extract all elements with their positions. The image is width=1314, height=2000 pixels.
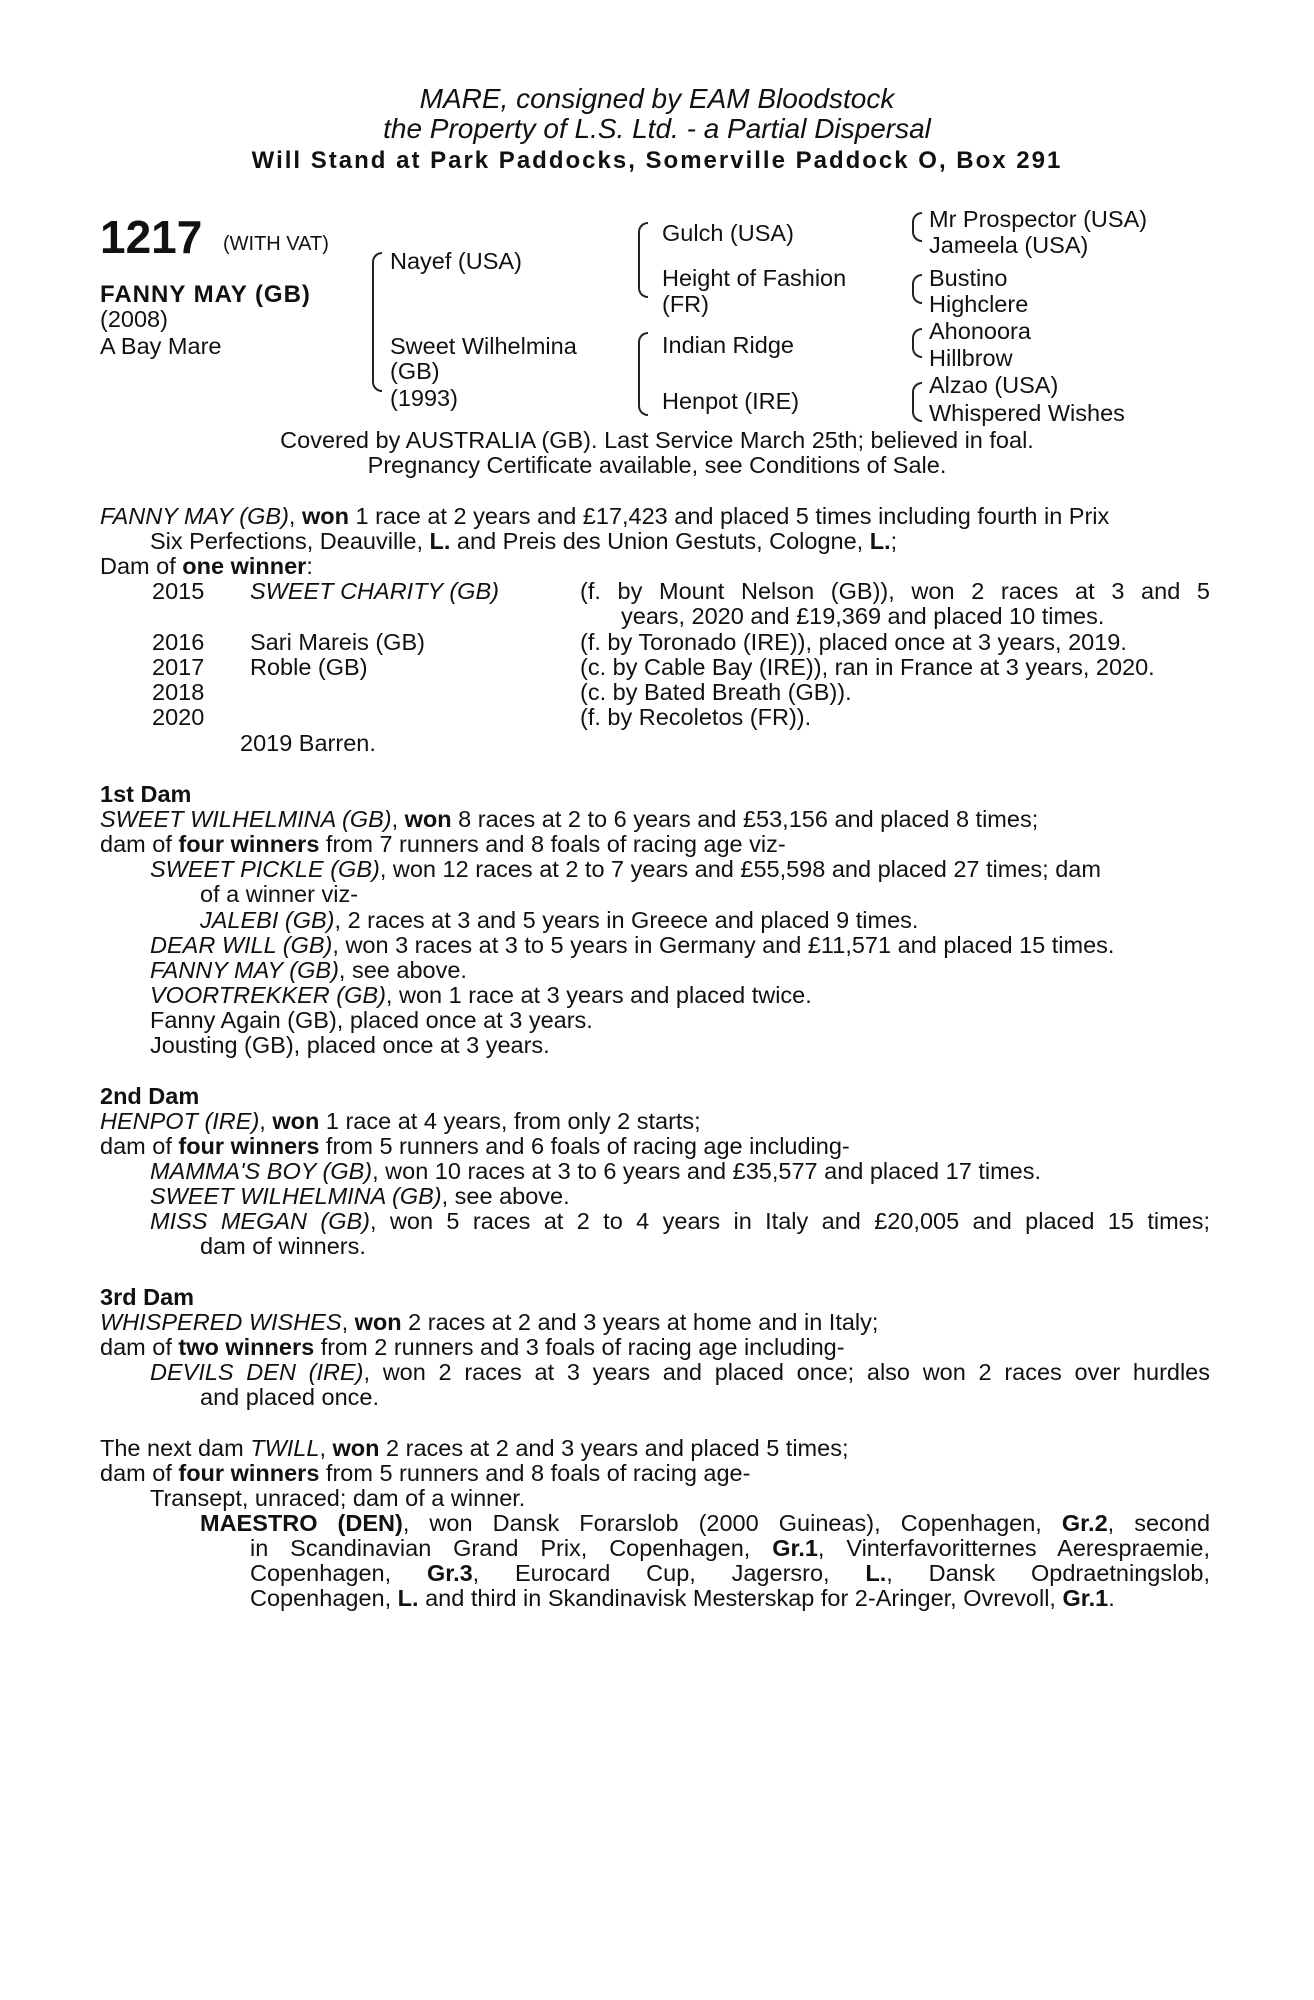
nextdam-maestro-line-4: Copenhagen, L. and third in Skandinavisk Mesterskap for 2-Aringer, Ovrevoll, Gr.1. (250, 1585, 1115, 1611)
pedigree-sire: Nayef (USA) (390, 248, 522, 274)
dam1-progeny-1: SWEET PICKLE (GB), won 12 races at 2 to 7 years and £55,598 and placed 27 times; dam (150, 856, 1101, 882)
pedigree-sire-dam-line-2: (FR) (662, 291, 709, 317)
dam2-progeny-1: MAMMA'S BOY (GB), won 10 races at 3 to 6 years and £35,577 and placed 17 times. (150, 1158, 1041, 1184)
produce-item-cont: years, 2020 and £19,369 and placed 10 times. (621, 603, 1105, 629)
covered-line-2: Pregnancy Certificate available, see Conditions of Sale. (367, 452, 947, 478)
header-line-2: the Property of L.S. Ltd. - a Partial Dispersal (383, 113, 931, 144)
produce-item: 2018 (c. by Bated Breath (GB)). (152, 679, 852, 705)
header-line-3: Will Stand at Park Paddocks, Somerville Paddock O, Box 291 (251, 147, 1063, 174)
produce-dam-of: Dam of one winner: (100, 553, 313, 579)
lot-year: (2008) (100, 306, 168, 332)
pedigree-sss: Mr Prospector (USA) (929, 206, 1148, 232)
dam1-heading: 1st Dam (100, 781, 192, 807)
dam3-progeny-1: DEVILS DEN (IRE), won 2 races at 3 years and placed once; also won 2 races over hurdles (150, 1360, 1210, 1385)
produce-barren: 2019 Barren. (240, 730, 376, 756)
nextdam-maestro-line-2: in Scandinavian Grand Prix, Copenhagen, Gr.1, Vinterfavoritternes Aerespraemie, (250, 1536, 1210, 1561)
nextdam-maestro-line-3: Copenhagen, Gr.3, Eurocard Cup, Jagersro, L., Dansk Opdraetningslob, (250, 1561, 1210, 1586)
dam2-heading: 2nd Dam (100, 1083, 200, 1109)
covered-line-1: Covered by AUSTRALIA (GB). Last Service March 25th; believed in foal. (280, 427, 1034, 453)
produce-item: 2015 SWEET CHARITY (GB) (f. by Mount Nelson (GB)), won 2 races at 3 and 5 (152, 578, 1210, 604)
pedigree-dam-line-3: (1993) (390, 385, 458, 411)
dam2-progeny-2: SWEET WILHELMINA (GB), see above. (150, 1183, 570, 1209)
dam1-progeny-2: DEAR WILL (GB), won 3 races at 3 to 5 years in Germany and £11,571 and placed 15 times. (150, 932, 1115, 958)
lot-name: FANNY MAY (GB) (100, 281, 311, 308)
pedigree-dam-sire: Indian Ridge (662, 332, 794, 358)
nextdam-maestro-line-1: MAESTRO (DEN), won Dansk Forarslob (2000 Guineas), Copenhagen, Gr.2, second (200, 1511, 1210, 1536)
pedigree-dss: Ahonoora (929, 318, 1031, 344)
pedigree-dam-line-1: Sweet Wilhelmina (390, 333, 577, 359)
header-line-1: MARE, consigned by EAM Bloodstock (419, 83, 895, 114)
dam1-progeny-4: VOORTREKKER (GB), won 1 race at 3 years and placed twice. (150, 982, 812, 1008)
produce-item: 2017 Roble (GB) (c. by Cable Bay (IRE)), ran in France at 3 years, 2020. (152, 654, 1155, 680)
produce-intro-cont: Six Perfections, Deauville, L. and Preis des Union Gestuts, Cologne, L.; (150, 528, 898, 554)
pedigree-sire-sire: Gulch (USA) (662, 220, 794, 246)
dam1-progeny-3: FANNY MAY (GB), see above. (150, 957, 467, 983)
pedigree-sdd: Highclere (929, 291, 1029, 317)
dam1-progeny-1a: JALEBI (GB), 2 races at 3 and 5 years in Greece and placed 9 times. (200, 907, 919, 933)
dam1-progeny-6: Jousting (GB), placed once at 3 years. (150, 1032, 550, 1058)
nextdam-summary: The next dam TWILL, won 2 races at 2 and 3 years and placed 5 times; (100, 1435, 849, 1461)
lot-desc: A Bay Mare (100, 333, 222, 359)
dam3-dam-of: dam of two winners from 2 runners and 3 foals of racing age including- (100, 1334, 845, 1360)
pedigree-sire-dam-line-1: Height of Fashion (662, 265, 847, 291)
nextdam-progeny-1: Transept, unraced; dam of a winner. (150, 1485, 526, 1511)
pedigree-dam-dam: Henpot (IRE) (662, 388, 800, 414)
pedigree-ddd: Whispered Wishes (929, 400, 1125, 426)
dam2-dam-of: dam of four winners from 5 runners and 6 foals of racing age including- (100, 1133, 850, 1159)
dam1-progeny-5: Fanny Again (GB), placed once at 3 years. (150, 1007, 593, 1033)
dam3-progeny-1-cont: and placed once. (200, 1384, 380, 1410)
dam2-summary: HENPOT (IRE), won 1 race at 4 years, from only 2 starts; (100, 1108, 701, 1134)
nextdam-dam-of: dam of four winners from 5 runners and 8 foals of racing age- (100, 1460, 751, 1486)
pedigree-dds: Alzao (USA) (929, 372, 1059, 398)
produce-intro: FANNY MAY (GB), won 1 race at 2 years and £17,423 and placed 5 times including fourth in Prix (100, 503, 1110, 529)
lot-vat: (WITH VAT) (223, 233, 329, 255)
dam3-heading: 3rd Dam (100, 1284, 195, 1310)
lot-number: 1217 (100, 211, 203, 263)
pedigree-dsd: Hillbrow (929, 345, 1013, 371)
dam3-summary: WHISPERED WISHES, won 2 races at 2 and 3 years at home and in Italy; (100, 1309, 879, 1335)
pedigree-sds: Bustino (929, 265, 1008, 291)
dam2-progeny-3-cont: dam of winners. (200, 1233, 366, 1259)
produce-item: 2020 (f. by Recoletos (FR)). (152, 704, 812, 730)
dam1-progeny-1-cont: of a winner viz- (200, 881, 359, 907)
pedigree-dam-line-2: (GB) (390, 358, 440, 384)
dam1-dam-of: dam of four winners from 7 runners and 8 foals of racing age viz- (100, 831, 786, 857)
dam1-summary: SWEET WILHELMINA (GB), won 8 races at 2 to 6 years and £53,156 and placed 8 times; (100, 806, 1039, 832)
pedigree-ssd: Jameela (USA) (929, 232, 1089, 258)
produce-item: 2016 Sari Mareis (GB) (f. by Toronado (IRE)), placed once at 3 years, 2019. (152, 629, 1127, 655)
dam2-progeny-3: MISS MEGAN (GB), won 5 races at 2 to 4 years in Italy and £20,005 and placed 15 times; (150, 1209, 1210, 1234)
